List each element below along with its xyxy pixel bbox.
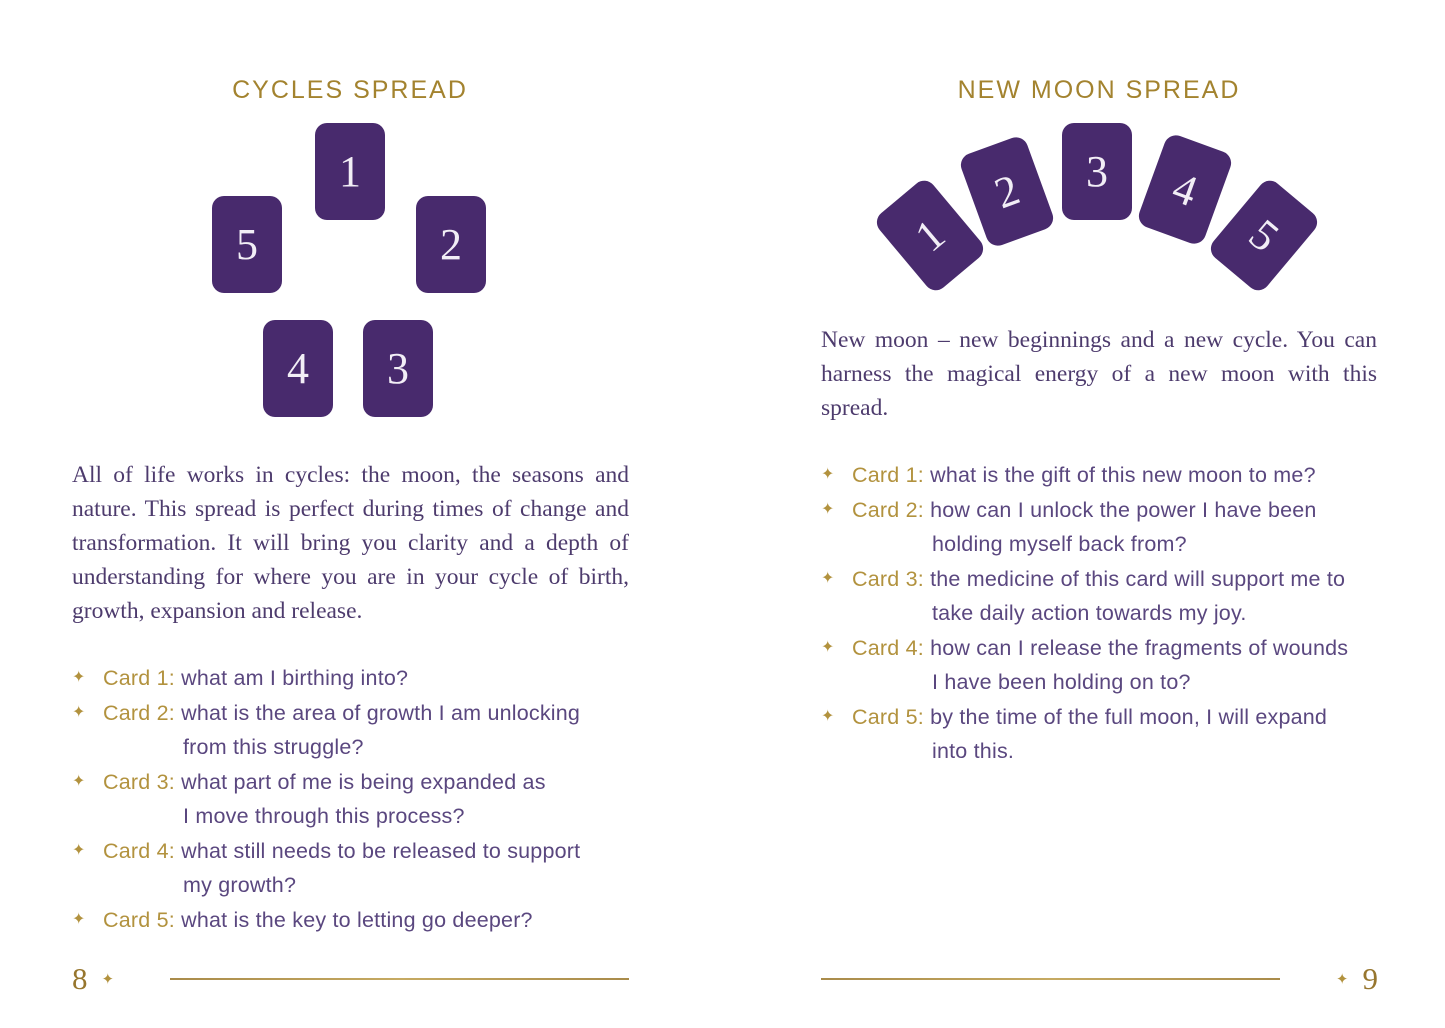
cycles-card-2 (416, 196, 486, 293)
card-question-wrap: holding myself back from? (932, 532, 1187, 556)
card-number: 5 (236, 219, 258, 269)
right-page (723, 0, 1445, 1028)
card-question-wrap: I have been holding on to? (932, 670, 1191, 694)
list-item (72, 834, 652, 903)
cycles-spread-title: CYCLES SPREAD (232, 76, 468, 104)
card-question: what part of me is being expanded as (181, 769, 546, 794)
star-bullet-icon: ✦ (72, 841, 86, 859)
list-item (821, 493, 1401, 562)
list-item (72, 661, 652, 696)
card-label: Card 2: (852, 497, 924, 522)
star-bullet-icon: ✦ (821, 638, 835, 656)
star-bullet-icon: ✦ (821, 707, 835, 725)
card-label: Card 5: (852, 704, 924, 729)
star-bullet-icon: ✦ (72, 772, 86, 790)
star-bullet-icon: ✦ (72, 669, 86, 686)
card-number: 4 (1166, 162, 1204, 216)
page-number: 9 (1362, 961, 1378, 996)
card-question: what am I birthing into? (181, 666, 409, 690)
star-bullet-icon: ✦ (821, 569, 835, 587)
star-icon: ✦ (101, 971, 115, 988)
card-label: Card 1: (852, 463, 924, 487)
new-moon-intro-paragraph: New moon – new beginnings and a new cycle. You can harness the magical energy of a new moon with this spread. (821, 327, 1377, 421)
cycles-card-3 (363, 320, 433, 417)
card-label: Card 5: (103, 907, 175, 932)
list-item (72, 903, 652, 938)
card-label: Card 3: (852, 566, 924, 591)
card-question-wrap: my growth? (183, 873, 297, 897)
card-number: 3 (387, 343, 409, 393)
star-icon: ✦ (1335, 971, 1349, 988)
list-item (821, 631, 1401, 700)
card-question: what is the key to letting go deeper? (181, 907, 533, 932)
star-bullet-icon: ✦ (72, 703, 86, 721)
new-moon-spread-title: NEW MOON SPREAD (957, 76, 1241, 104)
cycles-question-list (72, 661, 652, 937)
new-moon-card-5 (1206, 176, 1322, 295)
footer-divider-line (170, 978, 629, 980)
cycles-card-4 (263, 320, 333, 417)
card-question-wrap: take daily action towards my joy. (932, 601, 1247, 625)
list-item (821, 458, 1401, 493)
new-moon-question-list (821, 458, 1401, 769)
card-question-wrap: I move through this process? (183, 804, 465, 828)
card-question: how can I release the fragments of wounds (930, 635, 1349, 660)
card-label: Card 1: (103, 666, 175, 690)
left-page (0, 0, 722, 1028)
card-question: the medicine of this card will support me to (930, 566, 1346, 591)
page-number: 8 (72, 961, 88, 996)
card-number: 3 (1086, 146, 1108, 196)
card-label: Card 2: (103, 700, 175, 725)
new-moon-card-3 (1062, 123, 1132, 220)
card-question: what is the area of growth I am unlocking (181, 700, 581, 725)
card-question-wrap: into this. (932, 739, 1015, 763)
cycles-card-1 (315, 123, 385, 220)
card-question-wrap: from this struggle? (183, 735, 364, 759)
star-bullet-icon: ✦ (821, 466, 835, 483)
new-moon-card-4 (1136, 132, 1235, 247)
card-label: Card 4: (852, 635, 924, 660)
card-number: 5 (1240, 209, 1289, 261)
card-number: 4 (287, 343, 309, 393)
star-bullet-icon: ✦ (72, 910, 86, 928)
card-number: 1 (339, 146, 361, 196)
card-number: 1 (905, 209, 954, 261)
card-question: what still needs to be released to support (181, 838, 581, 863)
card-number: 2 (988, 164, 1026, 218)
list-item (821, 700, 1401, 769)
list-item (72, 696, 652, 765)
card-label: Card 4: (103, 838, 175, 863)
cycles-intro-paragraph: All of life works in cycles: the moon, the seasons and nature. This spread is perfect during times of change and transformation. It will bring you clarity and a depth of understanding for where you are in your cycle of birth, growth, expansion and release. (72, 462, 629, 624)
left-page-footer (72, 958, 629, 1000)
list-item (821, 562, 1401, 631)
star-bullet-icon: ✦ (821, 500, 835, 518)
card-question: how can I unlock the power I have been (930, 497, 1317, 522)
card-number: 2 (440, 219, 462, 269)
right-page-footer (821, 958, 1378, 1000)
cycles-card-5 (212, 196, 282, 293)
card-question: what is the gift of this new moon to me? (930, 463, 1316, 487)
card-question: by the time of the full moon, I will expand (930, 704, 1328, 729)
footer-divider-line (821, 978, 1280, 980)
list-item (72, 765, 652, 834)
card-label: Card 3: (103, 769, 175, 794)
